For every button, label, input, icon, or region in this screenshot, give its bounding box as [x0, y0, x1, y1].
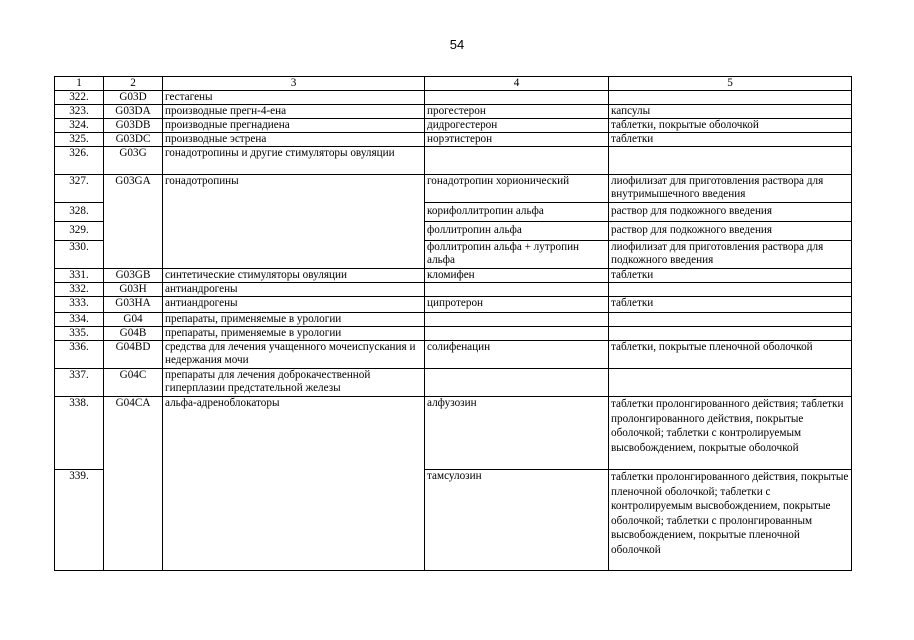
row-number: 336. [55, 341, 104, 369]
table-row [55, 147, 852, 175]
dosage-form: раствор для подкожного введения [609, 203, 852, 222]
dosage-form [609, 91, 852, 105]
column-header-dosage-form: 5 [609, 77, 852, 91]
dosage-form: таблетки пролонгированного действия; таблетки пролонгированного действия, покрытые оболочкой; таблетки с контролируемым высвобождением, покрытые оболочкой [609, 397, 852, 470]
row-number: 335. [55, 327, 104, 341]
substance-name: прогестерон [425, 105, 609, 119]
dosage-form [609, 147, 852, 175]
row-number: 331. [55, 269, 104, 283]
row-number: 337. [55, 369, 104, 397]
dosage-form [609, 313, 852, 327]
dosage-form: таблетки пролонгированного действия, покрытые пленочной оболочкой; таблетки с контролируемым высвобождением, покрытые оболочкой; таблетки с пролонгированным высвобождением, покрытые пленочной оболочкой [609, 470, 852, 571]
row-number: 324. [55, 119, 104, 133]
table-row [55, 313, 852, 327]
atc-code: G04C [104, 369, 163, 397]
table-row [55, 283, 852, 297]
group-name: альфа-адреноблокаторы [163, 397, 425, 571]
dosage-form: таблетки, покрытые пленочной оболочкой [609, 341, 852, 369]
group-name: препараты, применяемые в урологии [163, 327, 425, 341]
substance-name: корифоллитропин альфа [425, 203, 609, 222]
column-header-atc-code: 2 [104, 77, 163, 91]
row-number: 323. [55, 105, 104, 119]
group-name: гестагены [163, 91, 425, 105]
row-number: 333. [55, 297, 104, 313]
substance-name [425, 283, 609, 297]
substance-name [425, 327, 609, 341]
column-header-group: 3 [163, 77, 425, 91]
table-row [55, 119, 852, 133]
substance-name: тамсулозин [425, 470, 609, 571]
medication-register-table [54, 76, 852, 571]
column-header-substance: 4 [425, 77, 609, 91]
column-header-number: 1 [55, 77, 104, 91]
group-name: антиандрогены [163, 283, 425, 297]
group-name: препараты для лечения доброкачественной гиперплазии предстательной железы [163, 369, 425, 397]
dosage-form: таблетки [609, 297, 852, 313]
atc-code: G03GB [104, 269, 163, 283]
substance-name [425, 369, 609, 397]
substance-name: фоллитропин альфа [425, 222, 609, 241]
dosage-form [609, 283, 852, 297]
table-row [55, 369, 852, 397]
atc-code: G03DA [104, 105, 163, 119]
row-number: 328. [55, 203, 104, 222]
row-number: 330. [55, 241, 104, 269]
dosage-form [609, 369, 852, 397]
group-name: антиандрогены [163, 297, 425, 313]
page-number: 54 [449, 37, 465, 52]
table-row [55, 341, 852, 369]
dosage-form: лиофилизат для приготовления раствора для подкожного введения [609, 241, 852, 269]
substance-name: гонадотропин хорионический [425, 175, 609, 203]
atc-code: G03D [104, 91, 163, 105]
group-name: производные прегн-4-ена [163, 105, 425, 119]
atc-code: G03G [104, 147, 163, 175]
atc-code: G03HA [104, 297, 163, 313]
substance-name: алфузозин [425, 397, 609, 470]
row-number: 338. [55, 397, 104, 470]
table-row [55, 297, 852, 313]
row-number: 334. [55, 313, 104, 327]
group-name: гонадотропины и другие стимуляторы овуляции [163, 147, 425, 175]
row-number: 327. [55, 175, 104, 203]
group-name: препараты, применяемые в урологии [163, 313, 425, 327]
substance-name: норэтистерон [425, 133, 609, 147]
substance-name: ципротерон [425, 297, 609, 313]
dosage-form: таблетки [609, 269, 852, 283]
substance-name: солифенацин [425, 341, 609, 369]
substance-name [425, 147, 609, 175]
atc-code: G03DC [104, 133, 163, 147]
dosage-form: таблетки, покрытые оболочкой [609, 119, 852, 133]
group-name: производные прегнадиена [163, 119, 425, 133]
row-number: 332. [55, 283, 104, 297]
dosage-form: таблетки [609, 133, 852, 147]
table-row [55, 133, 852, 147]
substance-name [425, 313, 609, 327]
atc-code: G03DB [104, 119, 163, 133]
dosage-form: раствор для подкожного введения [609, 222, 852, 241]
substance-name: кломифен [425, 269, 609, 283]
group-name: синтетические стимуляторы овуляции [163, 269, 425, 283]
dosage-form [609, 327, 852, 341]
table-row [55, 91, 852, 105]
substance-name: дидрогестерон [425, 119, 609, 133]
row-number: 322. [55, 91, 104, 105]
atc-code: G03H [104, 283, 163, 297]
atc-code: G03GA [104, 175, 163, 269]
row-number: 339. [55, 470, 104, 571]
group-name: производные эстрена [163, 133, 425, 147]
table-row [55, 105, 852, 119]
dosage-form: лиофилизат для приготовления раствора для внутримышечного введения [609, 175, 852, 203]
group-name: гонадотропины [163, 175, 425, 269]
atc-code: G04 [104, 313, 163, 327]
row-number: 325. [55, 133, 104, 147]
atc-code: G04CA [104, 397, 163, 571]
table-row [55, 327, 852, 341]
table-row [55, 397, 852, 470]
table-row [55, 175, 852, 203]
dosage-form: капсулы [609, 105, 852, 119]
group-name: средства для лечения учащенного мочеиспускания и недержания мочи [163, 341, 425, 369]
atc-code: G04BD [104, 341, 163, 369]
atc-code: G04B [104, 327, 163, 341]
row-number: 326. [55, 147, 104, 175]
substance-name: фоллитропин альфа + лутропин альфа [425, 241, 609, 269]
table-header-row [55, 77, 852, 91]
table-row [55, 269, 852, 283]
row-number: 329. [55, 222, 104, 241]
substance-name [425, 91, 609, 105]
